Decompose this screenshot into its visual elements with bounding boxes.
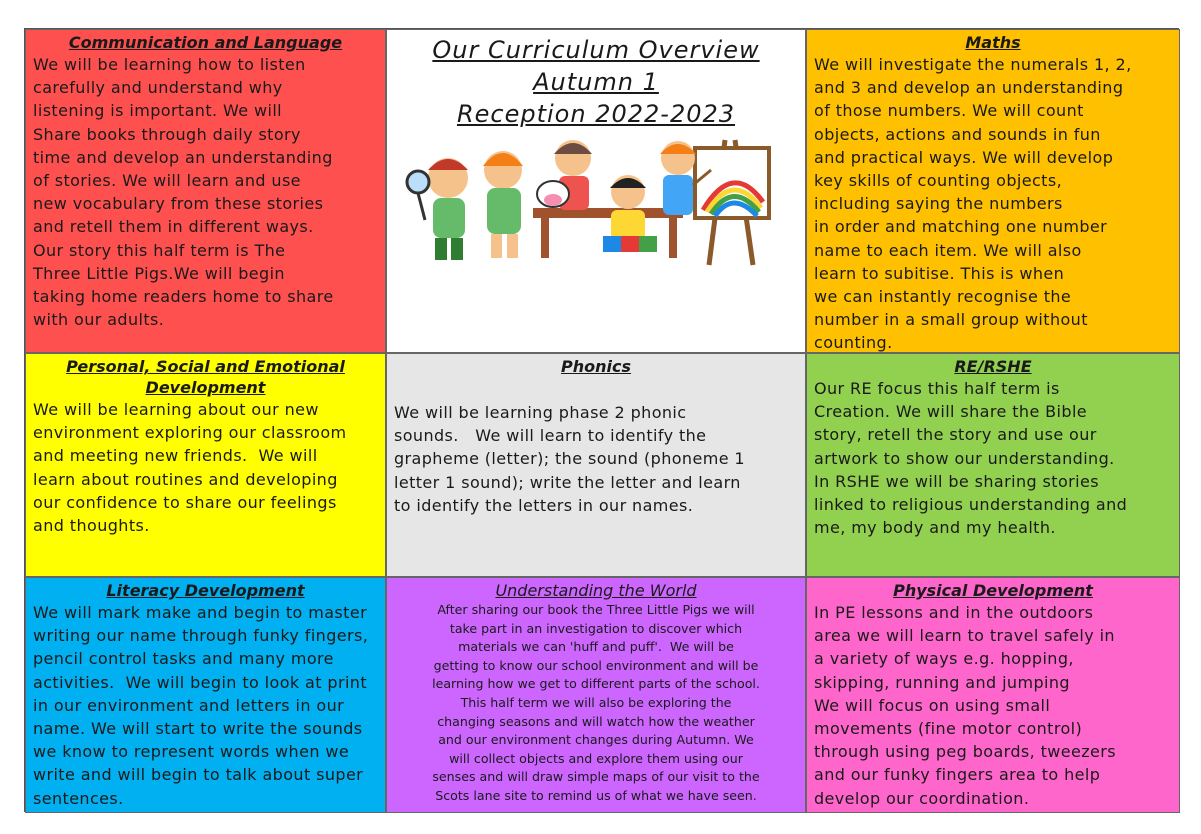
text-line: This half term we will also be exploring the [460, 694, 732, 710]
text-line: We will investigate the numerals 1, 2, [814, 55, 1132, 74]
psed-heading [30, 356, 381, 398]
text-line: getting to know our school environment and will be [433, 657, 759, 673]
text-line: name to each item. We will also [814, 240, 1082, 260]
text-line: taking home readers home to share [33, 287, 334, 307]
text-line: in order and matching one number [814, 217, 1108, 237]
psed-text [26, 398, 385, 537]
text-line: We will focus on using small [814, 695, 1051, 715]
text-line: new vocabulary from these stories [33, 194, 324, 214]
text-line: sounds. We will learn to identify the [394, 426, 707, 446]
text-line: activities. We will begin to look at print [33, 672, 368, 692]
text-line: Creation. We will share the Bible [814, 402, 1088, 422]
re-rshe-cell [806, 353, 1180, 577]
text-line: a variety of ways e.g. hopping, [814, 649, 1074, 669]
psed-heading-line-1: Personal, Social and Emotional [66, 357, 345, 376]
literacy-cell [25, 577, 386, 813]
text-line: to identify the letters in our names. [394, 495, 694, 515]
world-text [387, 601, 805, 806]
re-heading: RE/RSHE [954, 357, 1032, 376]
overview-title-cell [386, 29, 806, 353]
curriculum-grid [24, 28, 1179, 812]
text-line: Three Little Pigs.We will begin [33, 263, 285, 283]
text-line: will collect objects and explore them using our [449, 750, 743, 766]
text-line: take part in an investigation to discover which [449, 620, 743, 636]
text-line: We will mark make and begin to master [33, 603, 368, 622]
text-line: key skills of counting objects, [814, 171, 1063, 191]
phonics-cell [386, 353, 806, 577]
psed-heading-line-2: Development [145, 378, 266, 397]
text-line: number in a small group without [814, 310, 1088, 330]
page-title [387, 34, 805, 130]
text-line: and our funky fingers area to help [814, 765, 1101, 785]
text-line: materials we can 'huff and puff'. We will be [458, 639, 734, 655]
psed-cell [25, 353, 386, 577]
text-line: learn about routines and developing [33, 469, 338, 489]
re-text [807, 377, 1179, 539]
text-line: listening is important. We will [33, 101, 283, 121]
text-line: story, retell the story and use our [814, 425, 1097, 445]
text-line: carefully and understand why [33, 78, 283, 98]
text-line: writing our name through funky fingers, [33, 626, 369, 646]
text-line: grapheme (letter); the sound (phoneme 1 [394, 449, 746, 469]
text-line: area we will learn to travel safely in [814, 626, 1115, 646]
text-line: counting. [814, 333, 893, 353]
physical-text [807, 601, 1179, 810]
text-line: We will be learning phase 2 phonic [394, 403, 687, 422]
text-line: and our environment changes during Autumn. We [438, 732, 754, 748]
child-cow-icon [537, 140, 592, 210]
text-line: skipping, running and jumping [814, 672, 1070, 692]
literacy-text [26, 601, 385, 810]
text-line: Our RE focus this half term is [814, 379, 1060, 398]
text-line: with our adults. [33, 310, 165, 330]
text-line: Share books through daily story [33, 124, 301, 144]
text-line: In RSHE we will be sharing stories [814, 471, 1099, 491]
phonics-heading: Phonics [561, 357, 631, 376]
text-line: environment exploring our classroom [33, 423, 347, 443]
text-line: of stories. We will learn and use [33, 171, 301, 191]
text-line: After sharing our book the Three Little Pigs we will [437, 602, 755, 617]
literacy-heading: Literacy Development [106, 581, 305, 600]
text-line: and retell them in different ways. [33, 217, 314, 237]
communication-language-cell [25, 29, 386, 353]
text-line: name. We will start to write the sounds [33, 719, 363, 739]
text-line: our confidence to share our feelings [33, 492, 337, 512]
text-line: learn to subitise. This is when [814, 263, 1065, 283]
text-line: we can instantly recognise the [814, 287, 1072, 307]
text-line: linked to religious understanding and [814, 495, 1128, 515]
text-line: Our story this half term is The [33, 240, 286, 260]
maths-cell [806, 29, 1180, 353]
text-line: write and will begin to talk about super [33, 765, 364, 785]
world-heading: Understanding the World [495, 581, 697, 600]
text-line: and practical ways. We will develop [814, 147, 1114, 167]
physical-heading: Physical Development [893, 581, 1093, 600]
child-magnifier-icon [407, 158, 468, 260]
physical-cell [806, 577, 1180, 813]
text-line: in our environment and letters in our [33, 695, 345, 715]
text-line: pencil control tasks and many more [33, 649, 334, 669]
text-line: sentences. [33, 788, 124, 808]
title-line-3: Reception 2022-2023 [456, 100, 736, 128]
children-clipart [403, 130, 793, 270]
maths-text [807, 53, 1179, 353]
title-line-1: Our Curriculum Overview [432, 36, 760, 64]
text-line: In PE lessons and in the outdoors [814, 603, 1094, 622]
child-girl-icon [483, 151, 523, 258]
text-line: We will be learning how to listen [33, 55, 306, 74]
communication-text [26, 53, 385, 331]
phonics-text [387, 401, 805, 517]
text-line: me, my body and my health. [814, 518, 1056, 538]
text-line: and thoughts. [33, 516, 150, 536]
maths-heading: Maths [965, 33, 1021, 52]
text-line: and meeting new friends. We will [33, 446, 318, 466]
text-line: including saying the numbers [814, 194, 1063, 214]
text-line: through using peg boards, tweezers [814, 742, 1117, 762]
text-line: we know to represent words when we [33, 742, 350, 762]
text-line: time and develop an understanding [33, 147, 333, 167]
text-line: movements (fine motor control) [814, 719, 1083, 739]
understanding-world-cell [386, 577, 806, 813]
title-line-2: Autumn 1 [533, 68, 659, 96]
text-line: artwork to show our understanding. [814, 448, 1115, 468]
text-line: Scots lane site to remind us of what we have seen. [435, 787, 757, 803]
text-line: of those numbers. We will count [814, 101, 1084, 121]
text-line: changing seasons and will watch how the weather [437, 713, 755, 729]
text-line: objects, actions and sounds in fun [814, 124, 1101, 144]
text-line: We will be learning about our new [33, 400, 319, 419]
text-line: senses and will draw simple maps of our visit to the [432, 769, 760, 785]
text-line: and 3 and develop an understanding [814, 78, 1124, 98]
text-line: develop our coordination. [814, 788, 1030, 808]
text-line: learning how we get to different parts of the school. [432, 676, 760, 692]
easel-icon [695, 140, 769, 265]
text-line: letter 1 sound); write the letter and learn [394, 472, 741, 492]
communication-heading: Communication and Language [68, 33, 343, 52]
